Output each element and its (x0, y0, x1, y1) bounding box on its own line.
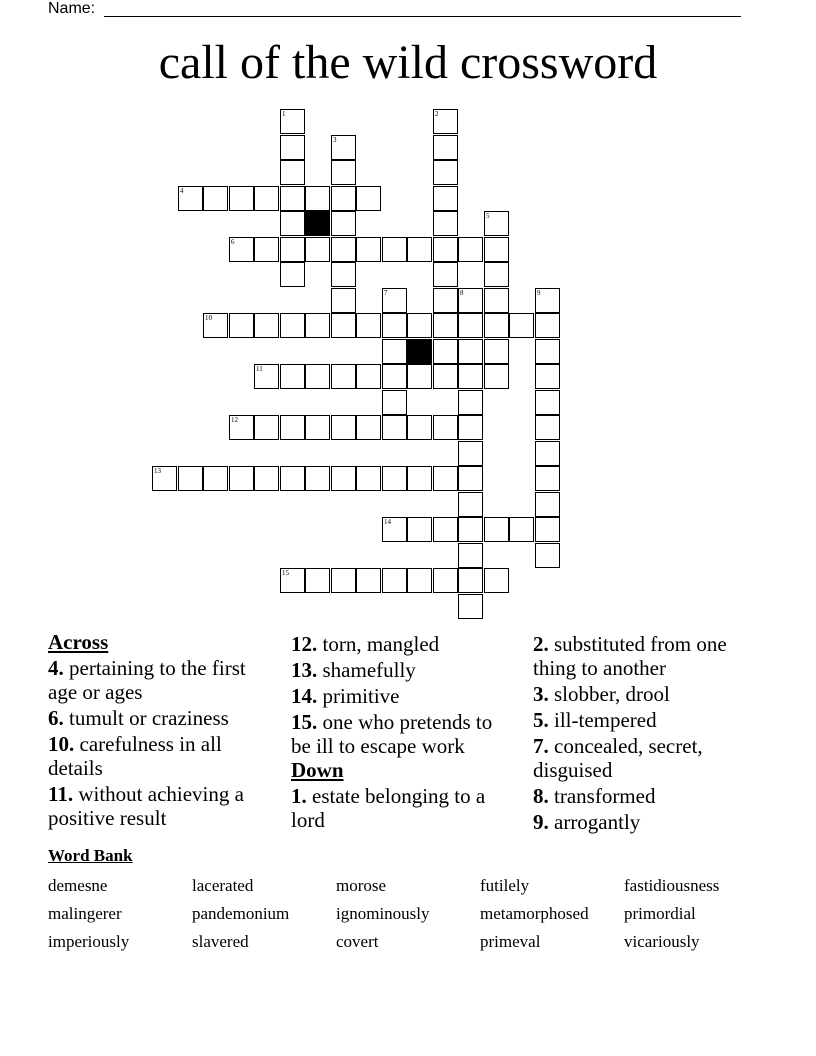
word-bank-item: vicariously (624, 932, 700, 951)
grid-cell[interactable] (203, 466, 228, 491)
grid-cell[interactable] (382, 517, 407, 542)
grid-cell[interactable] (280, 364, 305, 389)
clue-number: 15 (282, 569, 289, 577)
word-bank-item: primeval (480, 932, 541, 951)
grid-cell[interactable] (331, 186, 356, 211)
word-bank-item: lacerated (192, 876, 254, 895)
grid-cell[interactable] (458, 517, 483, 542)
grid-cell[interactable] (331, 160, 356, 185)
grid-cell[interactable] (407, 237, 432, 262)
grid-cell[interactable] (382, 288, 407, 313)
grid-cell[interactable] (458, 364, 483, 389)
grid-cell[interactable] (331, 466, 356, 491)
grid-cell[interactable] (280, 466, 305, 491)
grid-cell[interactable] (305, 466, 330, 491)
clues-column-2 (291, 630, 516, 832)
grid-cell[interactable] (407, 364, 432, 389)
clue-item (291, 784, 516, 832)
clue-item (291, 710, 516, 758)
clue-item (48, 656, 268, 704)
grid-cell[interactable] (254, 364, 279, 389)
word-bank-item: ignominously (336, 904, 430, 923)
grid-block (305, 211, 330, 236)
grid-cell[interactable] (433, 568, 458, 593)
word-bank-item: covert (336, 932, 379, 951)
grid-cell[interactable] (280, 109, 305, 134)
grid-cell[interactable] (433, 262, 458, 287)
clue-number: 10. (48, 732, 75, 756)
clue-item (533, 708, 763, 732)
clue-number: 7. (533, 734, 549, 758)
grid-cell[interactable] (331, 313, 356, 338)
word-bank-item: fastidiousness (624, 876, 720, 895)
grid-cell[interactable] (458, 594, 483, 619)
clues-column-1 (48, 630, 268, 830)
grid-cell[interactable] (331, 288, 356, 313)
word-bank-item: futilely (480, 876, 530, 895)
clue-number: 9. (533, 810, 549, 834)
clue-text: slobber, drool (554, 682, 670, 706)
grid-cell[interactable] (331, 415, 356, 440)
grid-cell[interactable] (407, 466, 432, 491)
grid-cell[interactable] (331, 135, 356, 160)
grid-cell[interactable] (280, 211, 305, 236)
grid-cell[interactable] (433, 135, 458, 160)
grid-cell[interactable] (433, 160, 458, 185)
grid-cell[interactable] (535, 364, 560, 389)
grid-cell[interactable] (331, 211, 356, 236)
clue-item (533, 632, 763, 680)
word-bank-item: pandemonium (192, 904, 290, 923)
clue-item (48, 732, 268, 780)
down-heading: Down (291, 758, 344, 782)
grid-cell[interactable] (458, 492, 483, 517)
grid-cell[interactable] (305, 364, 330, 389)
grid-cell[interactable] (305, 313, 330, 338)
grid-cell[interactable] (458, 390, 483, 415)
grid-cell[interactable] (305, 237, 330, 262)
grid-cell[interactable] (382, 237, 407, 262)
clue-number: 9 (537, 289, 541, 297)
clue-text: without achieving a positive result (48, 782, 244, 830)
clue-number: 3 (333, 136, 337, 144)
grid-cell[interactable] (433, 211, 458, 236)
grid-cell[interactable] (280, 313, 305, 338)
grid-cell[interactable] (484, 211, 509, 236)
clue-number: 3. (533, 682, 549, 706)
grid-cell[interactable] (433, 415, 458, 440)
grid-cell[interactable] (458, 543, 483, 568)
clue-item (291, 658, 516, 682)
clue-item (291, 632, 516, 656)
grid-cell[interactable] (433, 109, 458, 134)
clue-number: 5 (486, 212, 490, 220)
clue-text: concealed, secret, disguised (533, 734, 703, 782)
page-title: call of the wild crossword (158, 36, 658, 89)
clue-text: substituted from one thing to another (533, 632, 727, 680)
grid-cell[interactable] (280, 160, 305, 185)
clue-item (533, 734, 763, 782)
word-bank-item: primordial (624, 904, 696, 923)
grid-cell[interactable] (254, 415, 279, 440)
grid-cell[interactable] (458, 237, 483, 262)
clue-number: 8. (533, 784, 549, 808)
grid-cell[interactable] (535, 313, 560, 338)
grid-cell[interactable] (331, 364, 356, 389)
grid-cell[interactable] (280, 186, 305, 211)
clue-number: 12 (231, 416, 238, 424)
grid-cell[interactable] (382, 466, 407, 491)
grid-cell[interactable] (535, 466, 560, 491)
grid-cell[interactable] (535, 339, 560, 364)
clue-number: 2 (435, 110, 439, 118)
grid-cell[interactable] (203, 186, 228, 211)
grid-cell[interactable] (433, 237, 458, 262)
grid-cell[interactable] (458, 313, 483, 338)
grid-cell[interactable] (203, 313, 228, 338)
word-bank-item: imperiously (48, 932, 130, 951)
grid-cell[interactable] (356, 415, 381, 440)
grid-cell[interactable] (484, 313, 509, 338)
grid-cell[interactable] (331, 262, 356, 287)
grid-cell[interactable] (229, 237, 254, 262)
grid-cell[interactable] (433, 339, 458, 364)
grid-block (407, 339, 432, 364)
grid-cell[interactable] (433, 364, 458, 389)
grid-cell[interactable] (356, 186, 381, 211)
grid-cell[interactable] (484, 288, 509, 313)
grid-cell[interactable] (407, 415, 432, 440)
grid-cell[interactable] (509, 517, 534, 542)
grid-cell[interactable] (305, 568, 330, 593)
clue-number: 4 (180, 187, 184, 195)
grid-cell[interactable] (254, 237, 279, 262)
grid-cell[interactable] (280, 415, 305, 440)
clue-number: 12. (291, 632, 318, 656)
clue-number: 13 (154, 467, 161, 475)
grid-cell[interactable] (356, 313, 381, 338)
word-bank-item: malingerer (48, 904, 122, 923)
clue-number: 10 (205, 314, 212, 322)
grid-cell[interactable] (254, 466, 279, 491)
grid-cell[interactable] (433, 466, 458, 491)
clue-number: 8 (460, 289, 464, 297)
grid-cell[interactable] (280, 568, 305, 593)
name-label: Name: (48, 0, 96, 17)
grid-cell[interactable] (178, 186, 203, 211)
grid-cell[interactable] (535, 441, 560, 466)
clue-number: 11 (256, 365, 263, 373)
clue-number: 15. (291, 710, 318, 734)
grid-cell[interactable] (407, 568, 432, 593)
grid-cell[interactable] (458, 415, 483, 440)
grid-cell[interactable] (535, 390, 560, 415)
grid-cell[interactable] (229, 186, 254, 211)
clue-number: 11. (48, 782, 74, 806)
grid-cell[interactable] (382, 313, 407, 338)
clue-number: 5. (533, 708, 549, 732)
grid-cell[interactable] (535, 415, 560, 440)
grid-cell[interactable] (382, 568, 407, 593)
grid-cell[interactable] (280, 237, 305, 262)
grid-cell[interactable] (356, 237, 381, 262)
clue-number: 1 (282, 110, 286, 118)
word-bank-item: demesne (48, 876, 108, 895)
clue-text: arrogantly (554, 810, 641, 834)
grid-cell[interactable] (458, 441, 483, 466)
clue-item (533, 784, 763, 808)
grid-cell[interactable] (356, 466, 381, 491)
grid-cell[interactable] (458, 568, 483, 593)
clue-item (291, 684, 516, 708)
grid-cell[interactable] (356, 568, 381, 593)
clue-number: 6. (48, 706, 64, 730)
grid-cell[interactable] (229, 466, 254, 491)
clue-text: pertaining to the first age or ages (48, 656, 246, 704)
grid-cell[interactable] (254, 186, 279, 211)
grid-cell[interactable] (356, 364, 381, 389)
grid-cell[interactable] (305, 415, 330, 440)
grid-cell[interactable] (484, 568, 509, 593)
clue-text: shamefully (322, 658, 416, 682)
grid-cell[interactable] (331, 237, 356, 262)
grid-cell[interactable] (535, 288, 560, 313)
grid-cell[interactable] (458, 339, 483, 364)
clue-text: torn, mangled (322, 632, 440, 656)
grid-cell[interactable] (484, 237, 509, 262)
clue-item (533, 682, 763, 706)
grid-cell[interactable] (178, 466, 203, 491)
clue-number: 13. (291, 658, 318, 682)
grid-cell[interactable] (407, 517, 432, 542)
clue-text: one who pretends to be ill to escape work (291, 710, 493, 758)
grid-cell[interactable] (433, 517, 458, 542)
grid-cell[interactable] (484, 339, 509, 364)
grid-cell[interactable] (509, 313, 534, 338)
clues-column-3 (533, 630, 763, 834)
clue-text: estate belonging to a lord (291, 784, 486, 832)
grid-cell[interactable] (280, 262, 305, 287)
grid-cell[interactable] (382, 415, 407, 440)
grid-cell[interactable] (484, 517, 509, 542)
clue-text: tumult or craziness (69, 706, 229, 730)
grid-cell[interactable] (535, 517, 560, 542)
clue-number: 1. (291, 784, 307, 808)
grid-cell[interactable] (484, 364, 509, 389)
grid-cell[interactable] (382, 339, 407, 364)
clue-item (533, 810, 763, 834)
clue-text: transformed (554, 784, 656, 808)
grid-cell[interactable] (535, 492, 560, 517)
grid-cell[interactable] (535, 543, 560, 568)
clue-number: 6 (231, 238, 235, 246)
grid-cell[interactable] (305, 186, 330, 211)
grid-cell[interactable] (433, 313, 458, 338)
clue-number: 4. (48, 656, 64, 680)
clue-text: carefulness in all details (48, 732, 222, 780)
grid-cell[interactable] (382, 390, 407, 415)
word-bank-heading: Word Bank (48, 846, 133, 865)
grid-cell[interactable] (458, 288, 483, 313)
grid-cell[interactable] (331, 568, 356, 593)
grid-cell[interactable] (254, 313, 279, 338)
grid-cell[interactable] (433, 186, 458, 211)
word-bank-item: morose (336, 876, 387, 895)
clue-number: 14 (384, 518, 391, 526)
clue-item (48, 782, 268, 830)
grid-cell[interactable] (407, 313, 432, 338)
grid-cell[interactable] (382, 364, 407, 389)
clue-text: primitive (322, 684, 400, 708)
word-bank-item: metamorphosed (480, 904, 589, 923)
word-bank-item: slavered (192, 932, 249, 951)
across-heading: Across (48, 630, 109, 654)
grid-cell[interactable] (152, 466, 177, 491)
clue-item (48, 706, 268, 730)
clue-number: 7 (384, 289, 388, 297)
grid-cell[interactable] (458, 466, 483, 491)
grid-cell[interactable] (484, 262, 509, 287)
clue-number: 2. (533, 632, 549, 656)
grid-cell[interactable] (433, 288, 458, 313)
grid-cell[interactable] (280, 135, 305, 160)
clue-number: 14. (291, 684, 318, 708)
grid-cell[interactable] (229, 415, 254, 440)
grid-cell[interactable] (229, 313, 254, 338)
clue-text: ill-tempered (554, 708, 657, 732)
